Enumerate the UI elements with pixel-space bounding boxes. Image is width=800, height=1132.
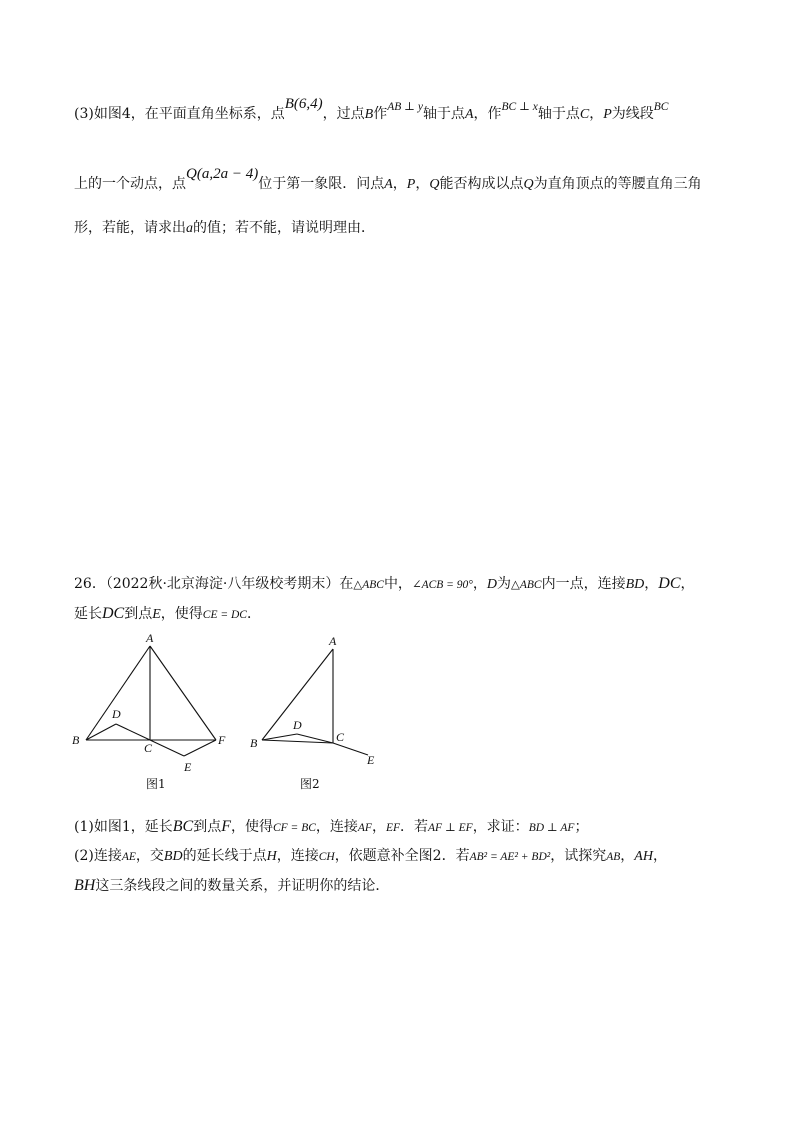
q26-text: (2)连接 — [74, 848, 122, 864]
q26-part1 — [74, 817, 588, 838]
segment-AF — [150, 646, 216, 740]
math-Q: Q — [429, 177, 440, 192]
label-C: C — [144, 741, 153, 755]
math-A: A — [464, 107, 474, 122]
math-AF: AF — [357, 822, 372, 834]
math-AB-perp-y: AB ⊥ y — [387, 101, 423, 113]
q26-text: ， — [371, 819, 386, 835]
q26-text: 到点 — [193, 819, 222, 835]
segment-CE — [333, 743, 368, 755]
q25-text: (3)如图4，在平面直角坐标系，点 — [74, 106, 285, 122]
q25-text: ，作 — [473, 106, 502, 122]
figure-2-caption: 图2 — [300, 777, 320, 791]
q25-part3-line2 — [74, 166, 702, 195]
q26-text: ，使得 — [230, 819, 273, 835]
math-D: D — [486, 577, 498, 592]
math-B: B — [364, 107, 374, 122]
math-CF-eq-BC: CF = BC — [272, 822, 316, 834]
q26-text: ， — [472, 576, 487, 592]
q26-part2 — [74, 846, 667, 867]
q26-text: 这三条线段之间的数量关系，并证明你的结论． — [95, 878, 390, 894]
q26-text: 延长 — [74, 606, 102, 622]
label-C: C — [336, 730, 345, 744]
q26-text: ，连接 — [315, 819, 358, 835]
math-DC: DC — [102, 605, 125, 622]
point-Q-coord: Q(a,2a − 4) — [186, 166, 259, 182]
math-angle-ACB: ∠ACB = 90° — [411, 579, 473, 591]
q25-text: 为线段 — [611, 106, 654, 122]
segment-EF — [184, 740, 216, 756]
math-DC: DC — [658, 575, 681, 592]
q25-text: ， — [392, 176, 407, 192]
q25-text: 为直角顶点的等腰直角三角 — [533, 176, 702, 192]
figure-2 — [250, 630, 390, 784]
q25-text: ， — [589, 106, 604, 122]
figure-2-diagram — [250, 630, 390, 780]
question-number: 26． — [74, 576, 106, 592]
math-E: E — [152, 607, 161, 622]
q26-text: ， — [620, 848, 635, 864]
q26-text: ． — [246, 606, 261, 622]
q26-text: 的延长线于点 — [182, 848, 267, 864]
math-triangle-ABC: △ABC — [353, 579, 384, 591]
label-E: E — [367, 753, 375, 767]
label-B: B — [72, 733, 80, 747]
q25-text: ， — [415, 176, 430, 192]
label-F: F — [218, 733, 226, 747]
q26-text: ，交 — [135, 848, 164, 864]
q26-text: ，试探究 — [550, 848, 607, 864]
math-P: P — [406, 177, 416, 192]
math-C: C — [579, 107, 590, 122]
q26-text: 中， — [383, 576, 412, 592]
figure-1 — [60, 630, 240, 784]
math-Q: Q — [523, 177, 534, 192]
math-P: P — [603, 107, 612, 122]
math-AE: AE — [121, 851, 136, 863]
q26-line2 — [74, 604, 261, 625]
math-CH: CH — [318, 851, 335, 863]
q25-text: 作 — [373, 106, 388, 122]
q25-text: 的值；若不能，请说明理由． — [193, 220, 375, 236]
math-AF-perp-EF: AF ⊥ EF — [428, 822, 473, 834]
segment-BD — [86, 724, 116, 740]
q25-part3-line3 — [74, 218, 375, 239]
math-A: A — [384, 177, 393, 192]
label-D: D — [293, 718, 302, 732]
math-BC: BC — [653, 101, 669, 113]
q25-text: 轴于点 — [537, 106, 580, 122]
math-BC-perp-x: BC ⊥ x — [501, 101, 538, 113]
label-A: A — [329, 634, 337, 648]
figure-1-diagram — [60, 630, 240, 780]
point-B-coord: B(6,4) — [284, 96, 323, 112]
math-EF: EF — [385, 822, 401, 834]
math-BD: BD — [625, 577, 645, 592]
q25-part3-line1 — [74, 96, 669, 125]
math-BC: BC — [172, 818, 194, 835]
q25-text: 能否构成以点 — [439, 176, 524, 192]
q26-text: ，求证： — [472, 819, 529, 835]
math-BH: BH — [74, 877, 96, 894]
q26-text: ，连接 — [276, 848, 319, 864]
q26-text: ， — [680, 576, 695, 592]
math-CE-eq-DC: CE = DC — [202, 609, 247, 621]
math-F: F — [221, 818, 231, 835]
label-B: B — [250, 736, 258, 750]
math-AH: AH — [634, 849, 653, 864]
label-A: A — [146, 631, 154, 645]
math-H: H — [266, 849, 277, 864]
q25-text: 轴于点 — [422, 106, 465, 122]
q26-text: ，使得 — [160, 606, 203, 622]
segment-CE — [150, 740, 184, 756]
q26-text: (1)如图1，延长 — [74, 819, 173, 835]
q26-text: 在 — [339, 576, 354, 592]
math-triangle-ABC: △ABC — [511, 579, 542, 591]
q26-line1 — [74, 574, 695, 595]
math-AB: AB — [606, 851, 621, 863]
q26-text: 到点 — [124, 606, 153, 622]
q26-text: ； — [574, 819, 589, 835]
q26-text: ， — [644, 576, 659, 592]
q25-text: 上的一个动点，点 — [74, 176, 186, 192]
label-E: E — [184, 760, 192, 774]
math-AB2-eq: AB² = AE² + BD² — [469, 851, 551, 863]
math-BD: BD — [163, 849, 183, 864]
q26-part2-cont — [74, 876, 389, 896]
segment-AB — [86, 646, 150, 740]
q25-text: 位于第一象限．问点 — [258, 176, 385, 192]
q26-text: ．若 — [400, 819, 429, 835]
q26-text: 内一点，连接 — [541, 576, 626, 592]
q26-text: 为 — [497, 576, 512, 592]
math-BD-perp-AF: BD ⊥ AF — [528, 822, 575, 834]
q26-text: ， — [652, 848, 667, 864]
segment-DC — [116, 724, 150, 740]
q26-text: ，依题意补全图2．若 — [334, 848, 470, 864]
question-source: （2022秋·北京海淀·八年级校考期末） — [105, 576, 340, 592]
math-a: a — [186, 221, 193, 236]
label-D: D — [112, 707, 121, 721]
q25-text: 形，若能，请求出 — [74, 220, 186, 236]
q25-text: ，过点 — [322, 106, 365, 122]
segment-BD — [262, 734, 297, 740]
figure-1-caption: 图1 — [146, 777, 166, 791]
